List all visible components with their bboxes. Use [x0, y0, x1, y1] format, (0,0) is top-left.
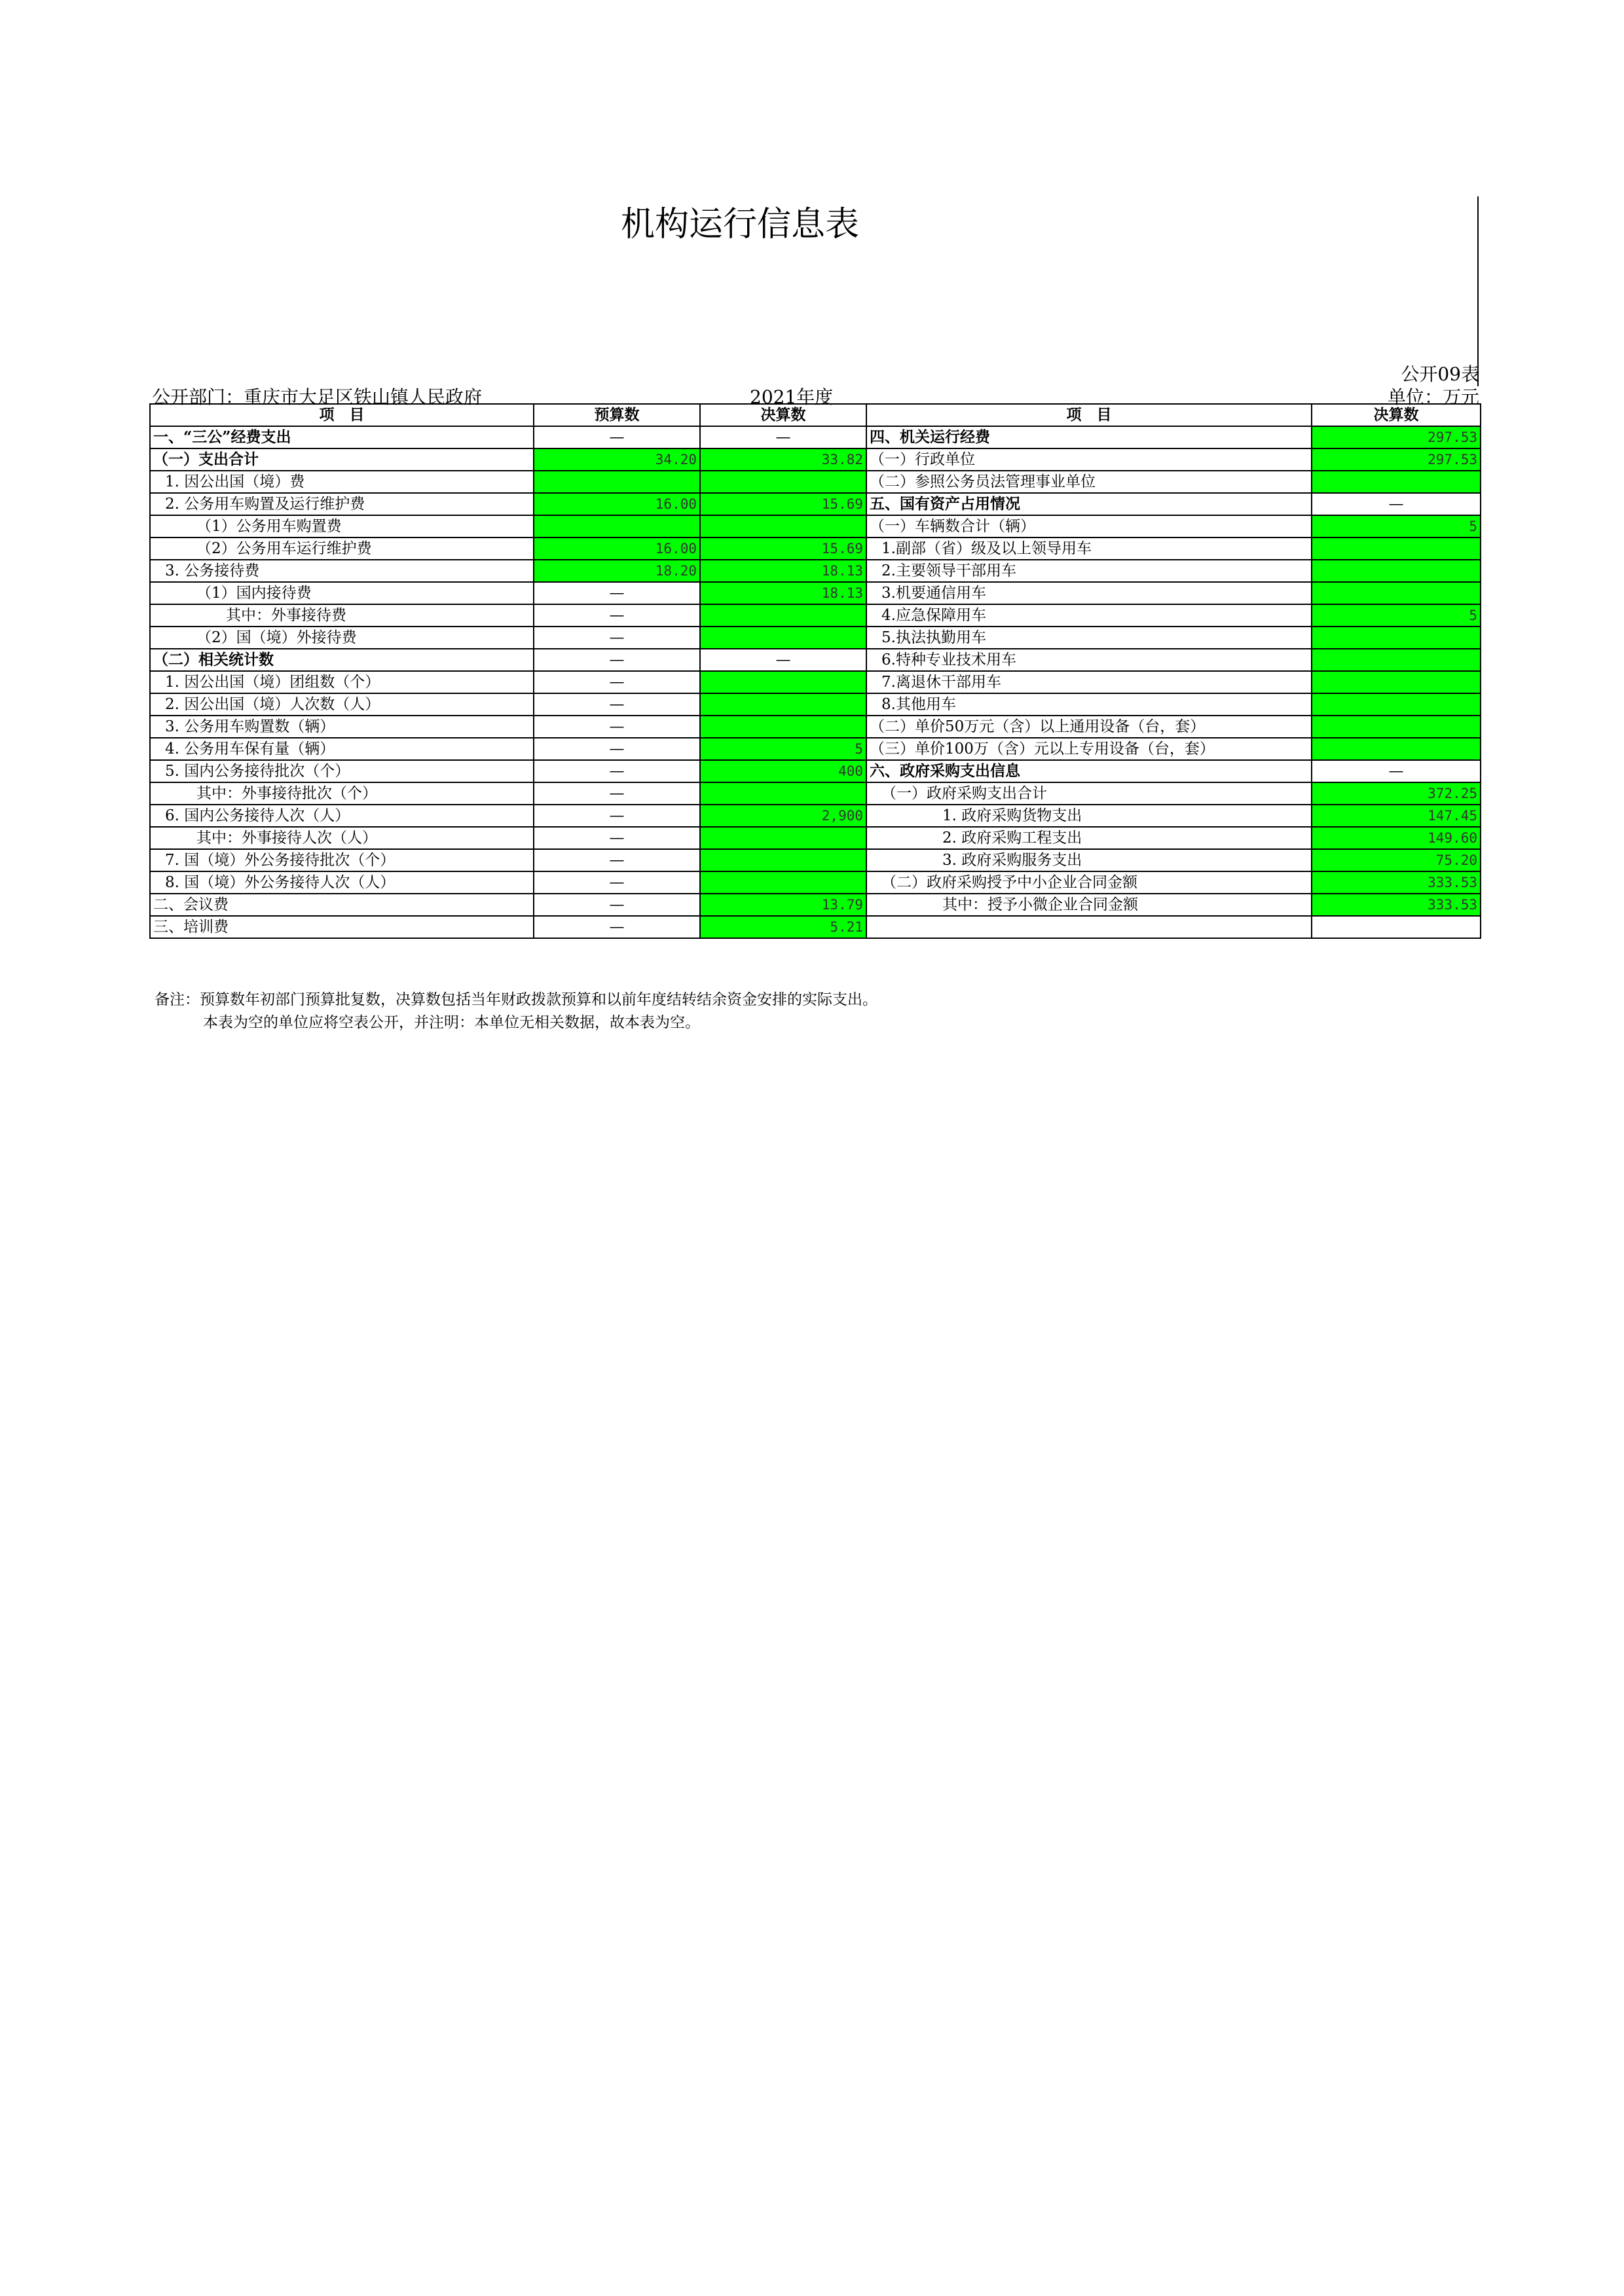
- final-value-left: 2,900: [700, 805, 866, 827]
- final-value-right: [1312, 716, 1481, 738]
- final-value-left: 18.13: [700, 582, 866, 604]
- table-row: [150, 426, 1481, 448]
- remark-note: 备注：预算数年初部门预算批复数，决算数包括当年财政拨款预算和以前年度结转结余资金安排的实际支出。: [155, 991, 877, 1008]
- budget-value: 16.00: [534, 538, 700, 560]
- left-item-label: （一）支出合计: [150, 448, 534, 471]
- left-item-label: 3. 公务接待费: [150, 560, 534, 582]
- page-title: 机构运行信息表: [620, 205, 859, 244]
- final-value-left: —: [700, 426, 866, 448]
- final-value-left: 13.79: [700, 894, 866, 916]
- final-value-left: 18.13: [700, 560, 866, 582]
- right-item-label: 2. 政府采购工程支出: [866, 827, 1312, 849]
- budget-value: —: [534, 871, 700, 894]
- right-item-label: （一）政府采购支出合计: [866, 782, 1312, 805]
- final-value-left: 400: [700, 760, 866, 782]
- table-row: [150, 604, 1481, 627]
- table-row: [150, 671, 1481, 693]
- final-value-right: 147.45: [1312, 805, 1481, 827]
- left-item-label: 3. 公务用车购置数（辆）: [150, 716, 534, 738]
- budget-value: [534, 515, 700, 538]
- right-item-label: 五、国有资产占用情况: [866, 493, 1312, 515]
- left-item-label: 三、培训费: [150, 916, 534, 938]
- final-value-left: [700, 871, 866, 894]
- table-row: [150, 627, 1481, 649]
- table-header-row: [150, 404, 1481, 426]
- table-row: [150, 916, 1481, 938]
- table-row: [150, 849, 1481, 871]
- left-item-label: 其中：外事接待费: [150, 604, 534, 627]
- final-value-left: 15.69: [700, 538, 866, 560]
- left-item-label: 7. 国（境）外公务接待批次（个）: [150, 849, 534, 871]
- final-value-left: [700, 671, 866, 693]
- right-item-label: 5.执法执勤用车: [866, 627, 1312, 649]
- budget-value: —: [534, 649, 700, 671]
- budget-value: —: [534, 604, 700, 627]
- budget-value: —: [534, 738, 700, 760]
- left-item-label: 一、“三公”经费支出: [150, 426, 534, 448]
- table-row: [150, 560, 1481, 582]
- budget-value: —: [534, 916, 700, 938]
- right-item-label: 4.应急保障用车: [866, 604, 1312, 627]
- final-value-right: [1312, 538, 1481, 560]
- budget-value: —: [534, 805, 700, 827]
- budget-value: 34.20: [534, 448, 700, 471]
- right-item-label: （一）行政单位: [866, 448, 1312, 471]
- left-item-label: 2. 公务用车购置及运行维护费: [150, 493, 534, 515]
- budget-value: —: [534, 582, 700, 604]
- table-row: [150, 871, 1481, 894]
- right-item-label: （一）车辆数合计（辆）: [866, 515, 1312, 538]
- final-value-left: [700, 627, 866, 649]
- left-item-label: 6. 国内公务接待人次（人）: [150, 805, 534, 827]
- final-value-left: [700, 471, 866, 493]
- right-item-label: 3. 政府采购服务支出: [866, 849, 1312, 871]
- table-row: [150, 760, 1481, 782]
- header-budget: 预算数: [534, 404, 700, 426]
- right-item-label: （二）单价50万元（含）以上通用设备（台，套）: [866, 716, 1312, 738]
- table-row: [150, 827, 1481, 849]
- final-value-left: [700, 716, 866, 738]
- left-item-label: 5. 国内公务接待批次（个）: [150, 760, 534, 782]
- final-value-left: [700, 693, 866, 716]
- budget-value: —: [534, 894, 700, 916]
- table-row: [150, 538, 1481, 560]
- final-value-right: 75.20: [1312, 849, 1481, 871]
- right-item-label: 6.特种专业技术用车: [866, 649, 1312, 671]
- table-row: [150, 782, 1481, 805]
- left-item-label: 二、会议费: [150, 894, 534, 916]
- final-value-right: 5: [1312, 515, 1481, 538]
- final-value-right: 149.60: [1312, 827, 1481, 849]
- department-label: 公开部门：重庆市大足区铁山镇人民政府: [152, 386, 483, 408]
- left-item-label: 4. 公务用车保有量（辆）: [150, 738, 534, 760]
- final-value-right: [1312, 916, 1481, 938]
- left-item-label: （1）国内接待费: [150, 582, 534, 604]
- right-item-label: （三）单价100万（含）元以上专用设备（台，套）: [866, 738, 1312, 760]
- header-item-left: 项 目: [150, 404, 534, 426]
- empty-table-note: 本表为空的单位应将空表公开，并注明：本单位无相关数据，故本表为空。: [203, 1014, 700, 1031]
- table-row: [150, 493, 1481, 515]
- final-value-right: [1312, 560, 1481, 582]
- right-item-label: 2.主要领导干部用车: [866, 560, 1312, 582]
- table-row: [150, 515, 1481, 538]
- left-item-label: （2）公务用车运行维护费: [150, 538, 534, 560]
- right-item-label: 1. 政府采购货物支出: [866, 805, 1312, 827]
- final-value-right: [1312, 671, 1481, 693]
- final-value-right: [1312, 582, 1481, 604]
- right-item-label: 四、机关运行经费: [866, 426, 1312, 448]
- final-value-right: 372.25: [1312, 782, 1481, 805]
- final-value-right: [1312, 471, 1481, 493]
- final-value-left: [700, 849, 866, 871]
- right-item-label: （二）参照公务员法管理事业单位: [866, 471, 1312, 493]
- budget-value: —: [534, 627, 700, 649]
- final-value-right: 297.53: [1312, 448, 1481, 471]
- left-item-label: 1. 因公出国（境）费: [150, 471, 534, 493]
- final-value-right: —: [1312, 493, 1481, 515]
- budget-value: —: [534, 760, 700, 782]
- budget-value: [534, 471, 700, 493]
- final-value-left: 5: [700, 738, 866, 760]
- table-row: [150, 716, 1481, 738]
- budget-value: —: [534, 827, 700, 849]
- operations-info-table: [149, 403, 1481, 939]
- budget-value: —: [534, 716, 700, 738]
- header-final-right: 决算数: [1312, 404, 1481, 426]
- table-row: [150, 582, 1481, 604]
- table-row: [150, 738, 1481, 760]
- left-item-label: 其中：外事接待人次（人）: [150, 827, 534, 849]
- final-value-right: 297.53: [1312, 426, 1481, 448]
- budget-value: —: [534, 849, 700, 871]
- budget-value: 16.00: [534, 493, 700, 515]
- table-row: [150, 448, 1481, 471]
- budget-value: —: [534, 671, 700, 693]
- right-item-label: [866, 916, 1312, 938]
- final-value-left: [700, 515, 866, 538]
- right-item-label: 3.机要通信用车: [866, 582, 1312, 604]
- budget-value: 18.20: [534, 560, 700, 582]
- final-value-right: 5: [1312, 604, 1481, 627]
- year-label: 2021年度: [750, 386, 834, 408]
- unit-label: 单位：万元: [1387, 386, 1479, 408]
- left-item-label: （2）国（境）外接待费: [150, 627, 534, 649]
- right-item-label: 1.副部（省）级及以上领导用车: [866, 538, 1312, 560]
- final-value-left: [700, 782, 866, 805]
- left-item-label: 2. 因公出国（境）人次数（人）: [150, 693, 534, 716]
- final-value-right: 333.53: [1312, 871, 1481, 894]
- final-value-left: [700, 827, 866, 849]
- left-item-label: （二）相关统计数: [150, 649, 534, 671]
- final-value-right: —: [1312, 760, 1481, 782]
- final-value-left: 15.69: [700, 493, 866, 515]
- table-row: [150, 693, 1481, 716]
- left-item-label: 其中：外事接待批次（个）: [150, 782, 534, 805]
- page-divider: [1477, 196, 1479, 386]
- final-value-right: [1312, 738, 1481, 760]
- left-item-label: （1）公务用车购置费: [150, 515, 534, 538]
- header-final-left: 决算数: [700, 404, 866, 426]
- budget-value: —: [534, 693, 700, 716]
- right-item-label: 六、政府采购支出信息: [866, 760, 1312, 782]
- final-value-left: [700, 604, 866, 627]
- final-value-left: 33.82: [700, 448, 866, 471]
- final-value-right: [1312, 693, 1481, 716]
- table-row: [150, 894, 1481, 916]
- budget-value: —: [534, 426, 700, 448]
- right-item-label: （二）政府采购授予中小企业合同金额: [866, 871, 1312, 894]
- final-value-left: —: [700, 649, 866, 671]
- table-row: [150, 471, 1481, 493]
- right-item-label: 8.其他用车: [866, 693, 1312, 716]
- right-item-label: 其中：授予小微企业合同金额: [866, 894, 1312, 916]
- final-value-right: [1312, 649, 1481, 671]
- left-item-label: 1. 因公出国（境）团组数（个）: [150, 671, 534, 693]
- final-value-left: 5.21: [700, 916, 866, 938]
- table-row: [150, 649, 1481, 671]
- form-number: 公开09表: [1401, 363, 1479, 385]
- header-item-right: 项 目: [866, 404, 1312, 426]
- left-item-label: 8. 国（境）外公务接待人次（人）: [150, 871, 534, 894]
- budget-value: —: [534, 782, 700, 805]
- final-value-right: [1312, 627, 1481, 649]
- table-row: [150, 805, 1481, 827]
- final-value-right: 333.53: [1312, 894, 1481, 916]
- right-item-label: 7.离退休干部用车: [866, 671, 1312, 693]
